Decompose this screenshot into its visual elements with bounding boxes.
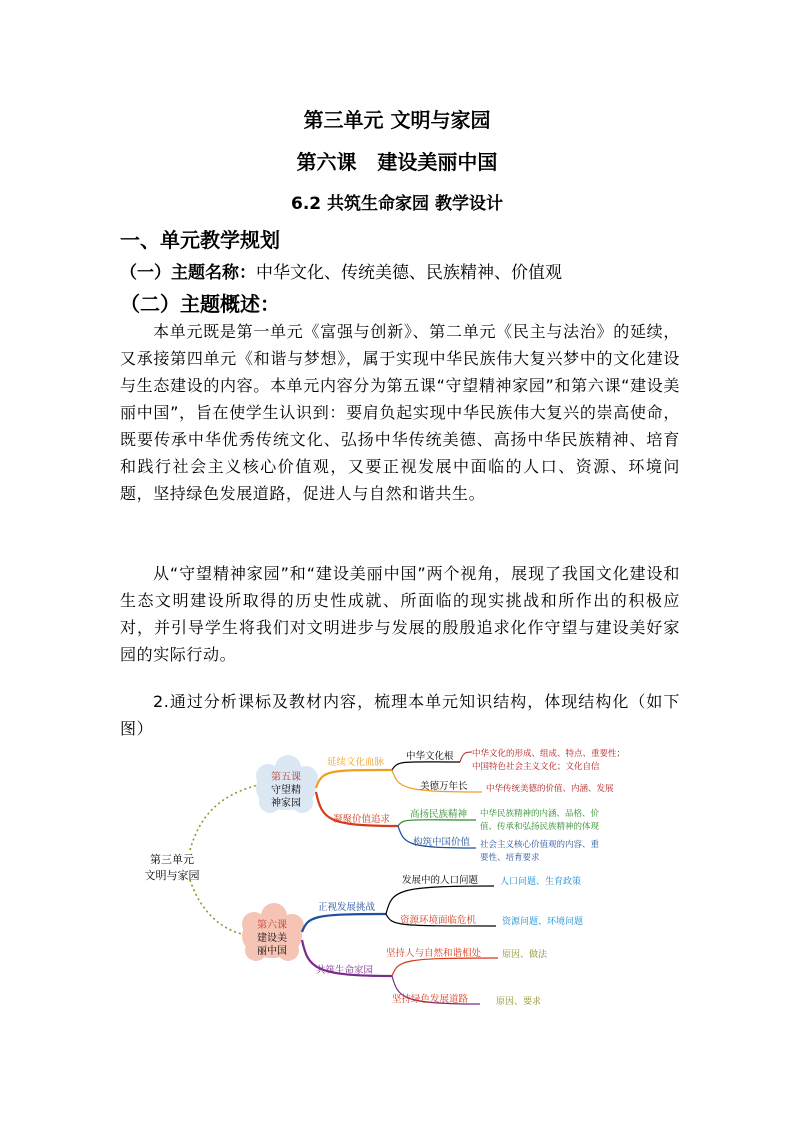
lesson5-line-2: 守望精	[271, 785, 301, 796]
b5a1-detail-connector	[460, 752, 472, 762]
b5b2-detail-line-2: 要性、培育要求	[480, 853, 540, 863]
b6a2-detail: 资源问题、环境问题	[502, 917, 584, 927]
b5b2-detail-line-1: 社会主义核心价值观的内容、重	[480, 840, 600, 850]
branch-b6b-label: 共筑生命家园	[316, 965, 374, 976]
lesson-title: 第六课 建设美丽中国	[296, 150, 498, 174]
root-to-lesson5-connector	[190, 785, 258, 850]
b5b1-detail-line-2: 值、传承和弘扬民族精神的体现	[480, 822, 600, 832]
theme-line	[120, 258, 562, 283]
b5a1-detail-line-1: 中华文化的形成、组成、特点、重要性；	[472, 749, 626, 759]
b6a1-line	[386, 886, 494, 914]
b6b2-detail: 原因、要求	[496, 997, 542, 1007]
theme-value: 中华文化、传统美德、民族精神、价值观	[256, 263, 562, 283]
root-line-1: 第三单元	[150, 853, 194, 866]
overview-heading: （二）主题概述：	[120, 292, 280, 316]
b5b2-label: 构筑中国价值	[413, 837, 471, 848]
root-to-lesson6-connector	[190, 880, 246, 935]
b5b1-detail-line-1: 中华民族精神的内涵、品格、价	[480, 809, 600, 819]
branch-b6a-label: 正视发展挑战	[318, 902, 376, 913]
branch-b5a-label: 延续文化血脉	[327, 757, 385, 768]
unit-title: 第三单元 文明与家园	[303, 108, 491, 132]
b5b1-label: 高扬民族精神	[410, 809, 468, 820]
b5a2-label: 美德万年长	[420, 781, 468, 792]
theme-label: （一）主题名称：	[120, 263, 256, 283]
section-title: 6.2 共筑生命家园 教学设计	[291, 194, 503, 214]
b5a1-label: 中华文化根	[406, 751, 454, 762]
lesson6-line-2: 建设美	[257, 933, 287, 944]
root-line-2: 文明与家园	[144, 869, 200, 882]
paragraph-perspective: 从“守望精神家园”和“建设美丽中国”两个视角，展现了我国文化建设和生态文明建设所取得的历史性成就、所面临的现实挑战和所作出的积极应对，并引导学生将我们对文明进步与发展的殷殷追求化作守望与建设美好家园的实际行动。	[120, 564, 680, 664]
b6b1-detail: 原因、做法	[502, 950, 548, 960]
branch-b6a-line	[302, 914, 386, 932]
lesson6-line-1: 第六课	[257, 920, 287, 931]
paragraph-structure: 2.通过分析课标及教材内容，梳理本单元知识结构，体现结构化（如下图）	[120, 692, 680, 738]
lesson6-line-3: 丽中国	[257, 946, 287, 957]
b5a2-detail: 中华传统美德的价值、内涵、发展	[486, 784, 614, 794]
b6b2-label: 坚持绿色发展道路	[392, 994, 469, 1005]
b6a1-label: 发展中的人口问题	[402, 875, 479, 886]
b6a2-label: 资源环境面临危机	[400, 915, 477, 926]
b5a1-line	[392, 762, 460, 770]
branch-b5a-line	[316, 770, 392, 788]
paragraph-overview: 本单元既是第一单元《富强与创新》、第二单元《民主与法治》的延续，又承接第四单元《和谐与梦想》，属于实现中华民族伟大复兴梦中的文化建设与生态建设的内容。本单元内容分为第五课“守望精神家园”和第六课“建设美丽中国”，旨在使学生认识到：要肩负起实现中华民族伟大复兴的崇高使命，既要传承中华优秀传统文化、弘扬中华传统美德、高扬中华民族精神、培育和践行社会主义核心价值观，又要正视发展中面临的人口、资源、环境问题，坚持绿色发展道路，促进人与自然和谐共生。	[120, 322, 680, 503]
b6b1-label: 坚持人与自然和谐相处	[386, 948, 482, 959]
b5b1-line	[398, 820, 476, 826]
b6b1-line	[392, 958, 498, 976]
b6a1-detail: 人口问题、生育政策	[500, 877, 582, 887]
knowledge-structure-mindmap	[130, 740, 690, 1020]
section-heading: 一、单元教学规划	[120, 228, 280, 252]
lesson5-line-1: 第五课	[271, 772, 301, 783]
b5a1-detail-line-2: 中国特色社会主义文化；文化自信	[472, 762, 600, 772]
lesson5-line-3: 神家园	[271, 798, 301, 809]
branch-b5b-label: 凝聚价值追求	[333, 814, 391, 825]
